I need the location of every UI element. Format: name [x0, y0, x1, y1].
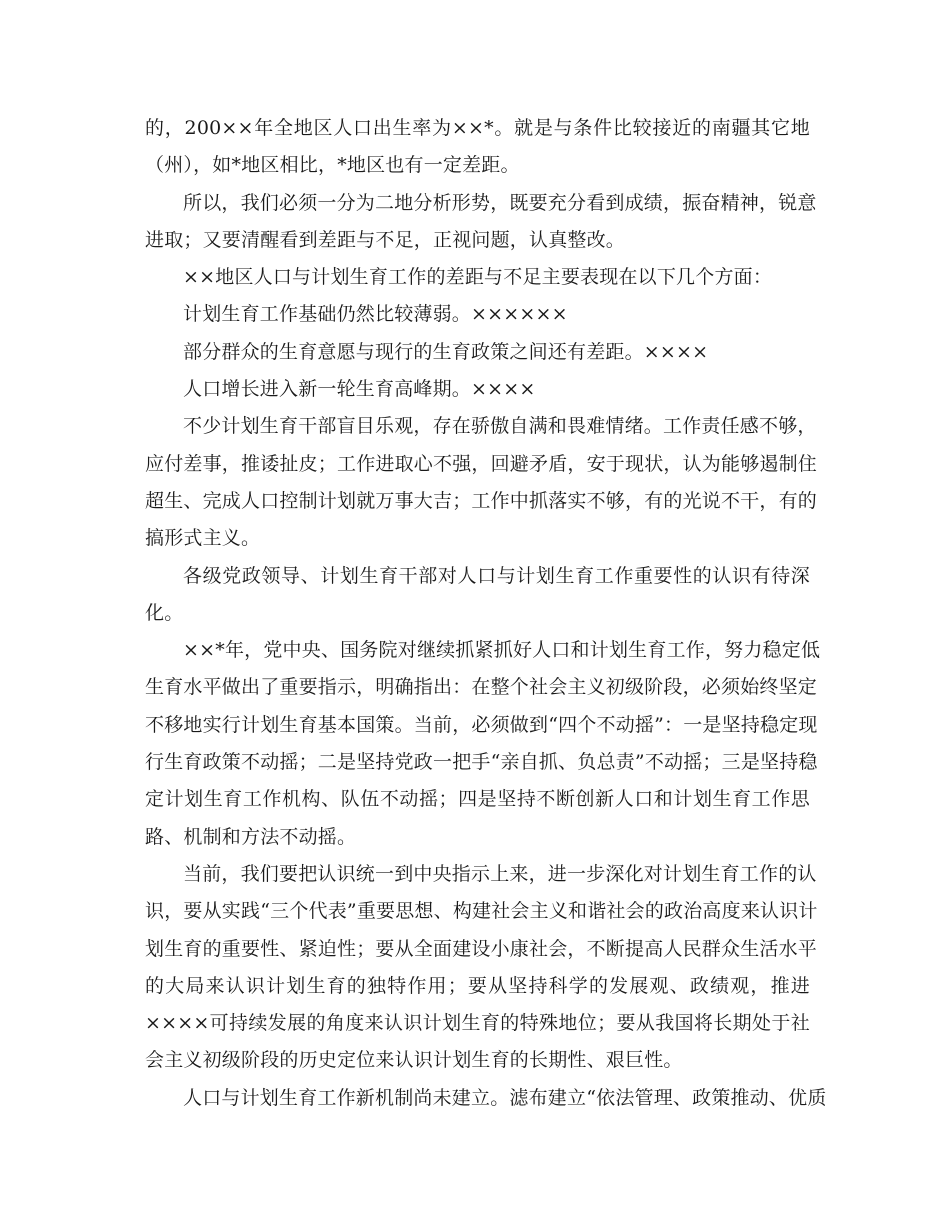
text-line: 搞形式主义。: [145, 527, 261, 550]
text-line: 会主义初级阶段的历史定位来认识计划生育的长期性、艰巨性。: [145, 1049, 683, 1072]
text-line: 部分群众的生育意愿与现行的生育政策之间还有差距。××××: [183, 340, 709, 363]
text-line: 进取；又要清醒看到差距与不足，正视问题，认真整改。: [145, 228, 626, 251]
text-line: 应付差事，推诿扯皮；工作进取心不强，回避矛盾，安于现状，认为能够遏制住: [145, 452, 818, 475]
text-line: 划生育的重要性、紧迫性；要从全面建设小康社会，不断提高人民群众生活水平: [145, 937, 818, 960]
text-line: 人口与计划生育工作新机制尚未建立。滤布建立“依法管理、政策推动、优质: [183, 1086, 827, 1109]
text-line: 定计划生育工作机构、队伍不动摇；四是坚持不断创新人口和计划生育工作思: [145, 788, 810, 811]
text-line: （州），如*地区相比，*地区也有一定差距。: [145, 154, 520, 177]
text-line: 人口增长进入新一轮生育高峰期。××××: [183, 378, 536, 401]
text-line: 的大局来认识计划生育的独特作用；要从坚持科学的发展观、政绩观，推进: [145, 974, 810, 997]
text-line: ××××可持续发展的角度来认识计划生育的特殊地位；要从我国将长期处于社: [145, 1012, 810, 1035]
text-line: 的，200××年全地区人口出生率为××*。就是与条件比较接近的南疆其它地: [145, 117, 810, 139]
text-line: 计划生育工作基础仍然比较薄弱。××××××: [183, 303, 568, 326]
document-body: [145, 110, 827, 1117]
text-line: 不少计划生育干部盲目乐观，存在骄傲自满和畏难情绪。工作责任感不够，: [183, 415, 817, 438]
text-line: 生育水平做出了重要指示，明确指出：在整个社会主义初级阶段，必须始终坚定: [145, 676, 818, 699]
text-line: 路、机制和方法不动摇。: [145, 825, 357, 848]
text-line: 当前，我们要把认识统一到中央指示上来，进一步深化对计划生育工作的认: [183, 862, 817, 885]
text-line: 识，要从实践“三个代表”重要思想、构建社会主义和谐社会的政治高度来认识计: [145, 900, 818, 923]
text-line: 各级党政领导、计划生育干部对人口与计划生育工作重要性的认识有待深: [183, 564, 810, 587]
text-line: 所以，我们必须一分为二地分析形势，既要充分看到成绩，振奋精神，锐意: [183, 191, 817, 214]
text-line: 不移地实行计划生育基本国策。当前，必须做到“四个不动摇”：一是坚持稳定现: [145, 713, 818, 736]
text-line: ××*年，党中央、国务院对继续抓紧抓好人口和计划生育工作，努力稳定低: [183, 639, 821, 662]
text-line: ××地区人口与计划生育工作的差距与不足主要表现在以下几个方面：: [183, 266, 773, 289]
text-line: 行生育政策不动摇；二是坚持党政一把手“亲自抓、负总责”不动摇；三是坚持稳: [145, 751, 818, 774]
text-line: 化。: [145, 601, 184, 624]
text-line: 超生、完成人口控制计划就万事大吉；工作中抓落实不够，有的光说不干，有的: [145, 489, 818, 512]
